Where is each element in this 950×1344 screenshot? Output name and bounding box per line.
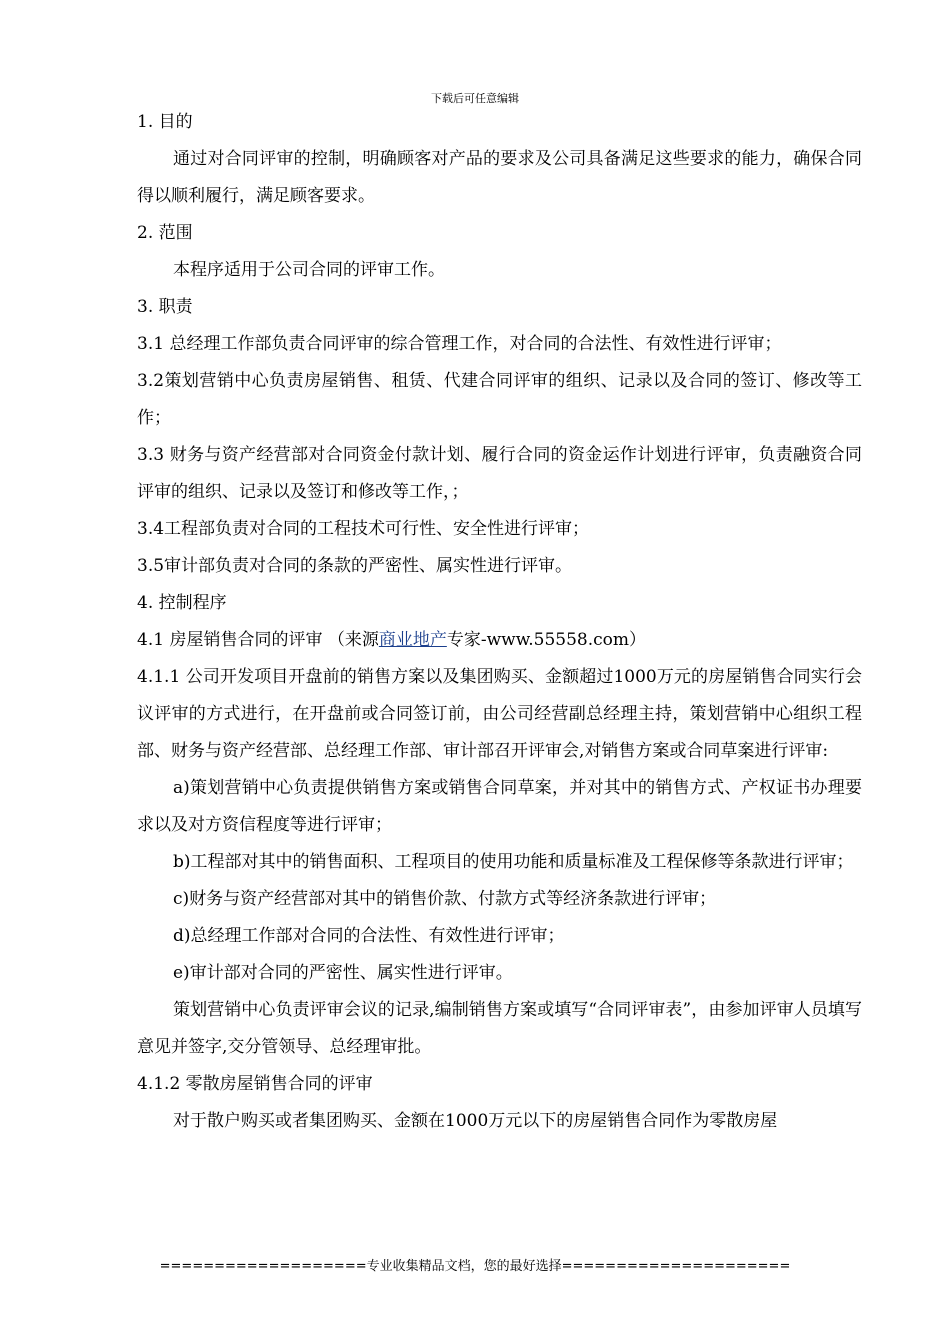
document-body — [137, 104, 862, 1140]
clause-3-3: 3.3 财务与资产经营部对合同资金付款计划、履行合同的资金运作计划进行评审，负责融资合同评审的组织、记录以及签订和修改等工作，； — [137, 445, 862, 502]
item-d: d)总经理工作部对合同的合法性、有效性进行评审； — [173, 926, 565, 946]
section-4-title: 4. 控制程序 — [137, 593, 227, 613]
clause-3-2: 3.2策划营销中心负责房屋销售、租赁、代建合同评审的组织、记录以及合同的签订、修改等工作； — [137, 371, 862, 428]
page-header: 下载后可任意编辑 — [431, 92, 519, 105]
last-paragraph: 对于散户购买或者集团购买、金额在1000万元以下的房屋销售合同作为零散房屋 — [173, 1111, 778, 1131]
clause-4-1-2: 4.1.2 零散房屋销售合同的评审 — [137, 1074, 373, 1094]
clause-3-5: 3.5审计部负责对合同的条款的严密性、属实性进行评审。 — [137, 556, 573, 576]
section-3-title: 3. 职责 — [137, 297, 193, 317]
section-1-paragraph: 通过对合同评审的控制，明确顾客对产品的要求及公司具备满足这些要求的能力，确保合同得以顺利履行，满足顾客要求。 — [137, 149, 862, 206]
clause-4-1-1: 4.1.1 公司开发项目开盘前的销售方案以及集团购买、金额超过1000万元的房屋销售合同实行会议评审的方式进行，在开盘前或合同签订前，由公司经营副总经理主持，策划营销中心组织工程部、财务与资产经营部、总经理工作部、审计部召开评审会,对销售方案或合同草案进行评审: — [137, 667, 862, 761]
clause-3-4: 3.4工程部负责对合同的工程技术可行性、安全性进行评审； — [137, 519, 590, 539]
clause-4-1-prefix: 4.1 房屋销售合同的评审 （来源 — [137, 630, 379, 650]
item-a: a)策划营销中心负责提供销售方案或销售合同草案，并对其中的销售方式、产权证书办理要求以及对方资信程度等进行评审； — [137, 778, 862, 835]
item-e: e)审计部对合同的严密性、属实性进行评审。 — [173, 963, 513, 983]
item-b: b)工程部对其中的销售面积、工程项目的使用功能和质量标准及工程保修等条款进行评审； — [173, 852, 854, 872]
clause-4-1-suffix: 专家-www.55558.com） — [446, 630, 646, 650]
section-2-title: 2. 范围 — [137, 223, 193, 243]
source-link[interactable]: 商业地产 — [378, 630, 447, 650]
section-2-paragraph: 本程序适用于公司合同的评审工作。 — [173, 260, 445, 280]
page-footer: ===================专业收集精品文档，您的最好选择===================== — [159, 1259, 791, 1274]
record-paragraph: 策划营销中心负责评审会议的记录,编制销售方案或填写“合同评审表”，由参加评审人员填写意见并签字,交分管领导、总经理审批。 — [137, 1000, 862, 1057]
item-c: c)财务与资产经营部对其中的销售价款、付款方式等经济条款进行评审； — [173, 889, 717, 909]
clause-3-1: 3.1 总经理工作部负责合同评审的综合管理工作，对合同的合法性、有效性进行评审； — [137, 334, 782, 354]
clause-4-1 — [137, 622, 862, 659]
section-1-title: 1. 目的 — [137, 112, 193, 132]
